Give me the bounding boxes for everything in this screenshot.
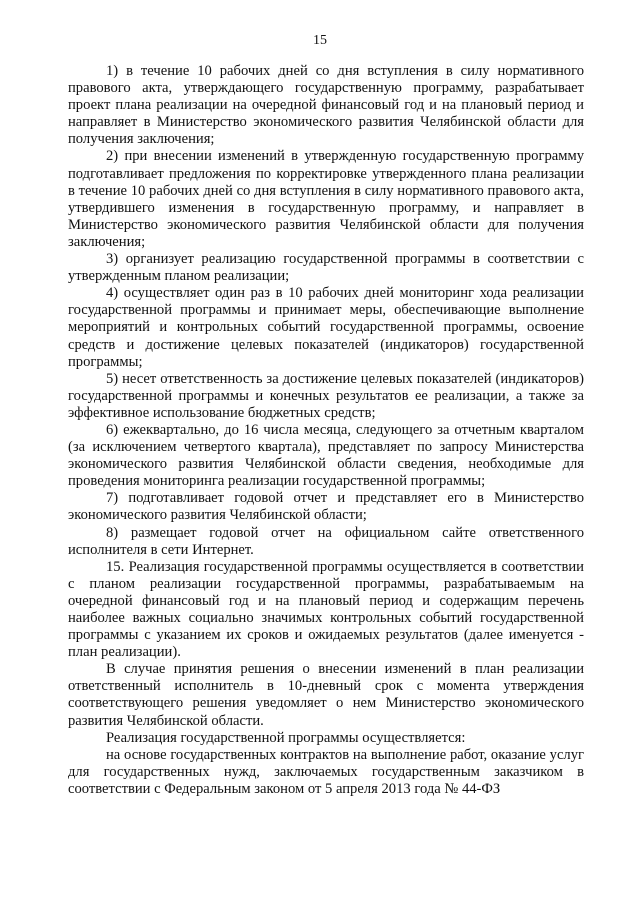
paragraph: Реализация государственной программы осуществляется:: [106, 729, 466, 746]
paragraph: 7) подготавливает годовой отчет и представляет его в Министерство экономического развития Челябинской области;: [68, 490, 584, 524]
paragraph: 5) несет ответственность за достижение целевых показателей (индикаторов) государственной программы и конечных результатов ее реализации, а также за эффективное использование бюджетных средств;: [68, 370, 584, 421]
paragraph: 6) ежеквартально, до 16 числа месяца, следующего за отчетным кварталом (за исключением четвертого квартала), представляет по запросу Министерства экономического развития Челябинской области сведения, необходимые для проведения мониторинга реализации государственной программы;: [68, 421, 584, 490]
paragraph: 2) при внесении изменений в утвержденную государственную программу подготавливает предложения по корректировке утвержденного плана реализации в течение 10 рабочих дней со дня вступления в силу нормативного правового акта, утвердившего изменения в государственную программу, и направляет в Министерство экономического развития Челябинской области для получения заключения;: [68, 148, 584, 250]
paragraph: 1) в течение 10 рабочих дней со дня вступления в силу нормативного правового акта, утверждающего государственную программу, разрабатывает проект плана реализации на очередной финансовый год и на плановый период и направляет в Министерство экономического развития Челябинской области для получения заключения;: [68, 63, 584, 148]
paragraph: В случае принятия решения о внесении изменений в план реализации ответственный исполнитель в 10-дневный срок с момента утверждения соответствующего решения уведомляет о нем Министерство экономического развития Челябинской области.: [68, 661, 584, 729]
document-body: [68, 63, 584, 798]
paragraph: 4) осуществляет один раз в 10 рабочих дней мониторинг хода реализации государственной программы и принимает меры, обеспечивающие выполнение мероприятий и контрольных событий государственной программы, освоение средств и достижение целевых показателей (индикаторов) государственной программы;: [68, 285, 584, 370]
paragraph: на основе государственных контрактов на выполнение работ, оказание услуг для государственных нужд, заключаемых государственным заказчиком в соответствии с Федеральным законом от 5 апреля 2013 года № 44-ФЗ: [68, 746, 584, 797]
paragraph: 3) организует реализацию государственной программы в соответствии с утвержденным планом реализации;: [68, 251, 584, 285]
paragraph: 8) размещает годовой отчет на официальном сайте ответственного исполнителя в сети Интернет.: [68, 524, 584, 558]
paragraph: 15. Реализация государственной программы осуществляется в соответствии с планом реализации государственной программы, разрабатываемым на очередной финансовый год и на плановый период и содержащим перечень наиболее важных социально значимых контрольных событий государственной программы с указанием их сроков и ожидаемых результатов (далее именуется - план реализации).: [68, 558, 584, 661]
page-number: 15: [313, 33, 327, 48]
